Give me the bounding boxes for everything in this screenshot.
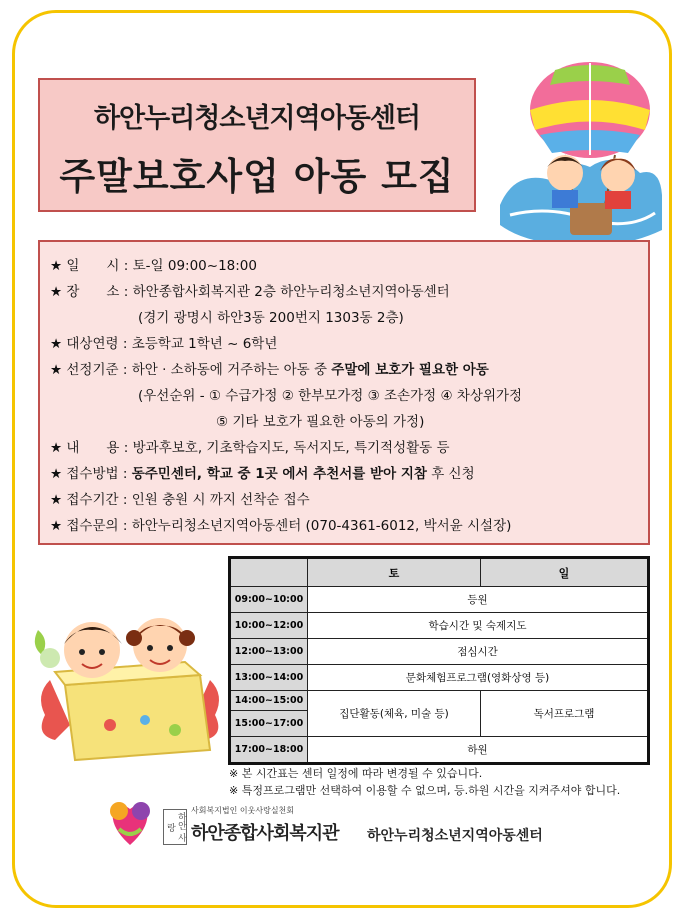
info-inquiry (50, 514, 511, 534)
info-target-label: ★ 대상연령 : (50, 336, 132, 352)
youth-center-name: 하안누리청소년지역아동센터 (367, 828, 543, 844)
schedule-group-activity: 집단활동(체육, 미술 등) (308, 691, 481, 737)
schedule-activity: 문화체험프로그램(영화상영 등) (308, 665, 649, 691)
schedule-header-time (230, 558, 308, 587)
schedule-time: 12:00~13:00 (230, 639, 308, 665)
org-small-name: 사회복지법인 이웃사랑실천회 (191, 806, 295, 815)
table-row (230, 587, 649, 613)
info-criteria-value: 하안 · 소하동에 거주하는 아동 중 (131, 362, 332, 378)
schedule-table (228, 556, 650, 765)
info-date-value: 토-일 09:00~18:00 (132, 258, 257, 274)
schedule-notes (229, 765, 620, 799)
note-schedule-change: ※ 본 시간표는 센터 일정에 따라 변경될 수 있습니다. (229, 767, 483, 780)
info-method-end: 후 신청 (426, 466, 475, 482)
schedule-time: 15:00~17:00 (230, 711, 308, 737)
table-row (230, 639, 649, 665)
info-period-value: 인원 충원 시 까지 선착순 접수 (131, 492, 310, 508)
schedule-time: 10:00~12:00 (230, 613, 308, 639)
info-criteria-emphasis: 주말에 보호가 필요한 아동 (331, 362, 489, 378)
schedule-time: 09:00~10:00 (230, 587, 308, 613)
info-place-address: (경기 광명시 하안3동 200번지 1303동 2층) (138, 310, 404, 326)
info-method-emphasis: 동주민센터, 학교 중 1곳 에서 추천서를 받아 지참 (131, 466, 427, 482)
info-criteria-priority-1: (우선순위 - ① 수급가정 ② 한부모가정 ③ 조손가정 ④ 차상위가정 (138, 388, 523, 404)
info-target-value: 초등학교 1학년 ~ 6학년 (131, 336, 278, 352)
info-method-label: ★ 접수방법 : (50, 466, 132, 482)
hot-air-balloon-illustration (490, 55, 665, 250)
schedule-header-saturday: 토 (308, 558, 481, 587)
schedule-reading-program: 독서프로그램 (481, 691, 649, 737)
title-box (38, 78, 476, 212)
info-date-label: ★ 일 시 : (50, 258, 133, 274)
info-box (38, 240, 650, 545)
schedule-activity: 점심시간 (308, 639, 649, 665)
schedule-header-sunday: 일 (481, 558, 649, 587)
info-content-label: ★ 내 용 : (50, 440, 133, 456)
title-recruitment: 주말보호사업 아동 모집 (59, 155, 455, 198)
info-content-value: 방과후보호, 기초학습지도, 독서지도, 특기적성활동 등 (132, 440, 450, 456)
info-criteria (50, 358, 489, 378)
seal-logo-icon: 하안 사랑 (163, 809, 187, 845)
welfare-center-name: 하안종합사회복지관 (191, 823, 339, 844)
schedule-time: 13:00~14:00 (230, 665, 308, 691)
table-row (230, 613, 649, 639)
title-center-name: 하안누리청소년지역아동센터 (93, 103, 421, 134)
schedule-activity: 학습시간 및 숙제지도 (308, 613, 649, 639)
info-target (50, 332, 277, 352)
info-place-label: ★ 장 소 : (50, 284, 133, 300)
info-inquiry-label: ★ 접수문의 : (50, 518, 132, 534)
table-row (230, 665, 649, 691)
info-period-label: ★ 접수기간 : (50, 492, 132, 508)
info-place (50, 280, 450, 300)
welfare-center-logo-icon (105, 797, 155, 849)
note-attendance: ※ 특정프로그램만 선택하여 이용할 수 없으며, 등.하원 시간을 지켜주셔야 합니다. (229, 784, 621, 797)
table-row (230, 691, 649, 711)
schedule-activity: 하원 (308, 737, 649, 764)
info-place-value: 하안종합사회복지관 2층 하안누리청소년지역아동센터 (132, 284, 450, 300)
footer-logos (105, 795, 605, 855)
info-criteria-priority-2: ⑤ 기타 보호가 필요한 아동의 가정) (216, 414, 425, 430)
kids-gift-box-illustration (30, 600, 230, 765)
info-content (50, 436, 450, 456)
info-criteria-label: ★ 선정기준 : (50, 362, 132, 378)
table-row (230, 737, 649, 764)
schedule-activity: 등원 (308, 587, 649, 613)
info-inquiry-value: 하안누리청소년지역아동센터 (070-4361-6012, 박서윤 시설장) (131, 518, 512, 534)
info-date (50, 254, 257, 274)
info-period (50, 488, 310, 508)
schedule-time: 17:00~18:00 (230, 737, 308, 764)
schedule-header-row (230, 558, 649, 587)
schedule-time: 14:00~15:00 (230, 691, 308, 711)
info-method (50, 462, 475, 482)
